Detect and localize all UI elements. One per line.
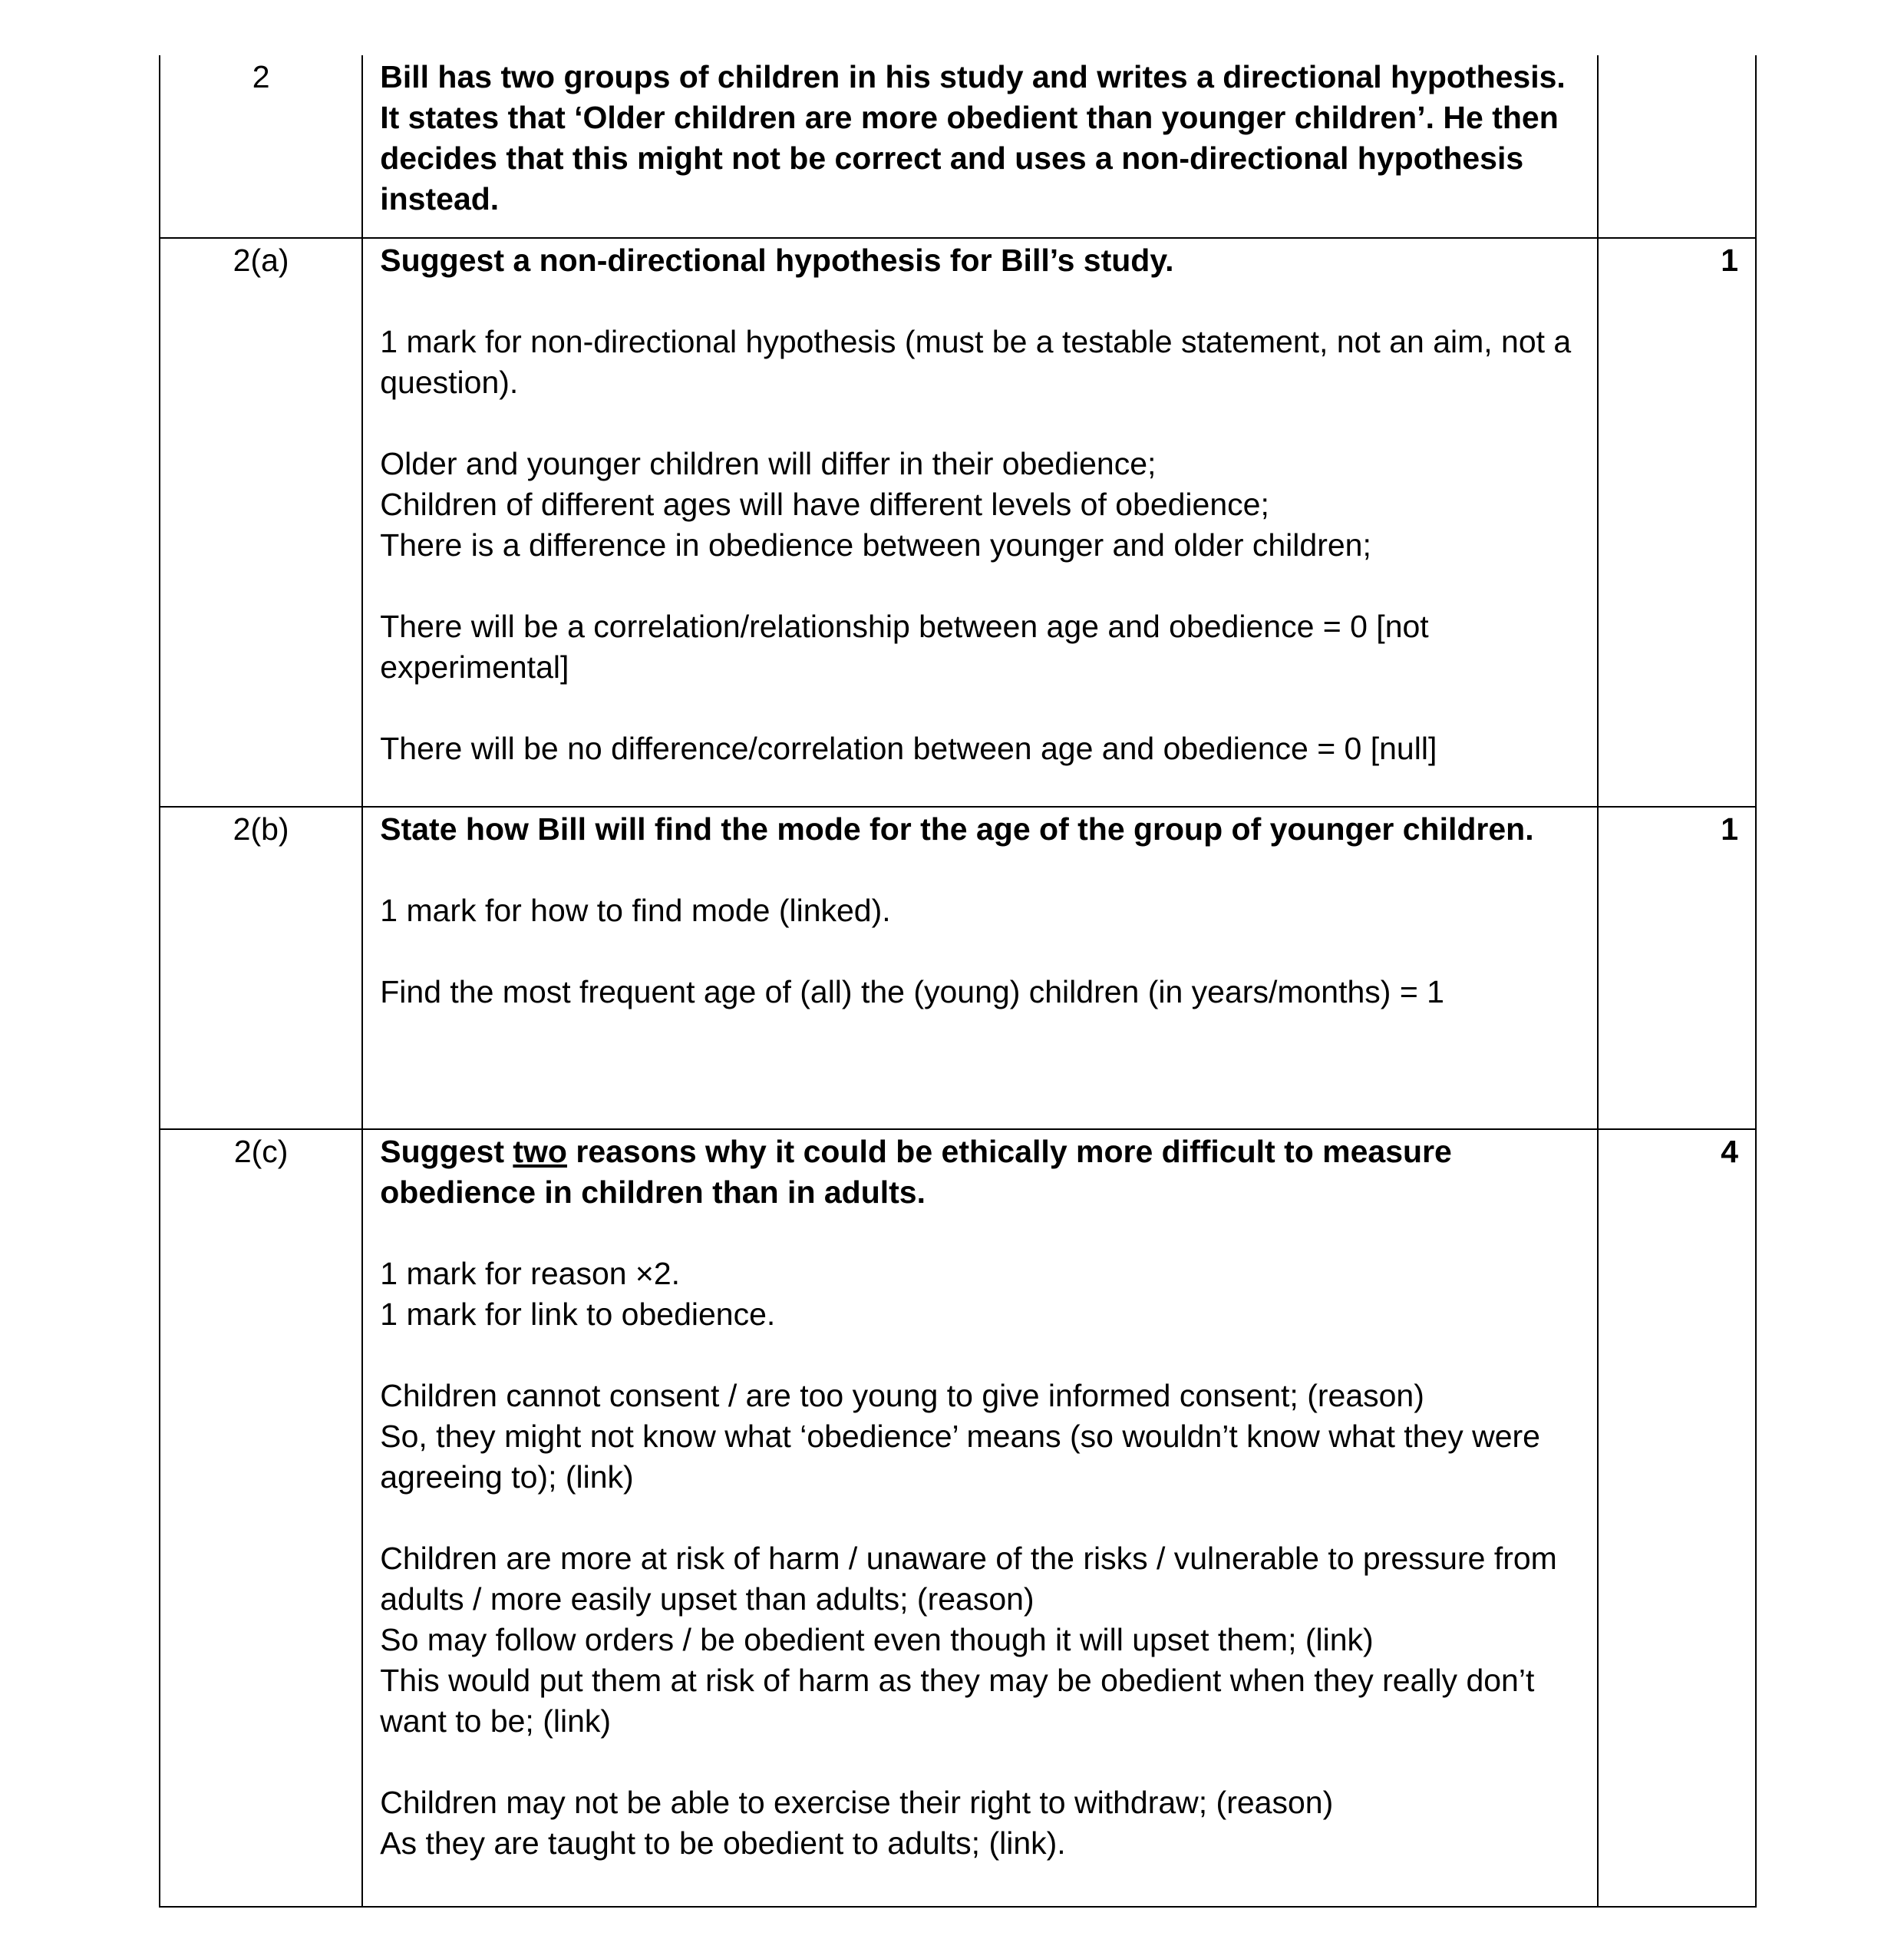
answer-cell (362, 238, 1598, 807)
question-text: Suggest a non-directional hypothesis for Bill’s study. (380, 243, 1174, 278)
question-text: State how Bill will find the mode for the age of the group of younger children. (380, 811, 1534, 847)
answer-block-consent (380, 1376, 1582, 1498)
question-number: 2(a) (160, 238, 362, 807)
marking-guidance (380, 1254, 1582, 1335)
guidance-line: 1 mark for link to obedience. (380, 1297, 776, 1332)
rejected-answer-note: There will be a correlation/relationship between age and obedience = 0 [not experimental] (380, 609, 1429, 685)
answer-block-harm (380, 1538, 1582, 1742)
marks-cell (1598, 55, 1756, 238)
table-row-2a (160, 238, 1756, 807)
answer-line: So may follow orders / be obedient even though it will upset them; (link) (380, 1622, 1374, 1657)
question-number: 2(c) (160, 1129, 362, 1907)
marks-cell: 1 (1598, 238, 1756, 807)
question-emphasis: two (513, 1134, 567, 1169)
answer-line: Children may not be able to exercise their right to withdraw; (reason) (380, 1785, 1334, 1820)
answer-cell (362, 1129, 1598, 1907)
marking-guidance: 1 mark for non-directional hypothesis (must be a testable statement, not an aim, not a question). (380, 324, 1572, 400)
answer-line: As they are taught to be obedient to adults; (link). (380, 1825, 1066, 1861)
answer-line: This would put them at risk of harm as they may be obedient when they really don’t want to be; (link) (380, 1663, 1535, 1739)
question-text (380, 1131, 1582, 1213)
answer-line: So, they might not know what ‘obedience’ means (so wouldn’t know what they were agreeing to); (link) (380, 1419, 1540, 1495)
acceptable-answer: Find the most frequent age of (all) the (young) children (in years/months) = 1 (380, 974, 1444, 1009)
answer-cell (362, 55, 1598, 238)
question-number: 2(b) (160, 807, 362, 1129)
question-text: Bill has two groups of children in his study and writes a directional hypothesis. It states that ‘Older children are more obedient than younger children’. He then decides that this might not be correct and uses a non-directional hypothesis instead. (380, 59, 1566, 216)
table-row-2b (160, 807, 1756, 1129)
answer-line: Children of different ages will have different levels of obedience; (380, 487, 1269, 522)
table-row-2c (160, 1129, 1756, 1907)
question-text-end: reasons why it could be ethically more difficult to measure obedience in children than in adults. (380, 1134, 1452, 1210)
answer-line: Children cannot consent / are too young to give informed consent; (reason) (380, 1378, 1424, 1413)
answer-line: Older and younger children will differ in their obedience; (380, 446, 1157, 481)
question-text-start: Suggest (380, 1134, 513, 1169)
mark-scheme-table (159, 55, 1757, 1908)
guidance-line: 1 mark for reason ×2. (380, 1256, 681, 1291)
rejected-answer-note: There will be no difference/correlation between age and obedience = 0 [null] (380, 731, 1437, 766)
marks-cell: 1 (1598, 807, 1756, 1129)
marking-guidance: 1 mark for how to find mode (linked). (380, 893, 891, 928)
answer-block-withdraw (380, 1782, 1582, 1864)
answer-cell (362, 807, 1598, 1129)
answer-line: Children are more at risk of harm / unaware of the risks / vulnerable to pressure from adults / more easily upset than adults; (reason) (380, 1541, 1557, 1617)
question-number: 2 (160, 55, 362, 238)
marks-cell: 4 (1598, 1129, 1756, 1907)
answer-line: There is a difference in obedience between younger and older children; (380, 527, 1371, 563)
acceptable-answers (380, 444, 1582, 566)
table-row-2 (160, 55, 1756, 238)
